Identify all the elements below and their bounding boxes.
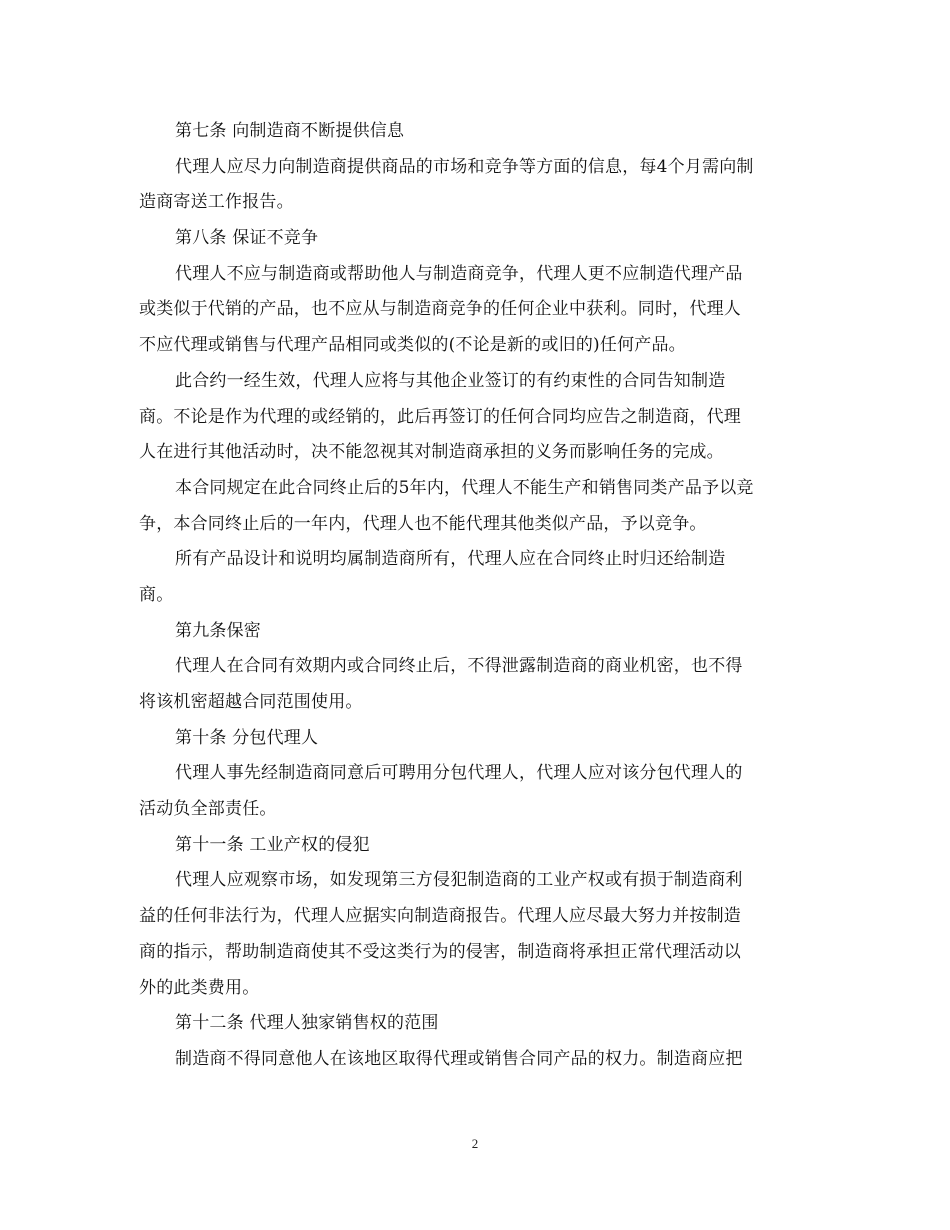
paragraph-line: 造商寄送工作报告。 xyxy=(139,192,294,213)
paragraph-line: 此合约一经生效，代理人应将与其他企业签订的有约束性的合同告知制造 xyxy=(175,370,726,391)
paragraph-line: 代理人应观察市场，如发现第三方侵犯制造商的工业产权或有损于制造商利 xyxy=(175,870,743,891)
paragraph-line: 不应代理或销售与代理产品相同或类似的(不论是新的或旧的)任何产品。 xyxy=(139,335,686,356)
paragraph-line: 或类似于代销的产品，也不应从与制造商竞争的任何企业中获利。同时，代理人 xyxy=(139,299,741,320)
paragraph-line: 将该机密超越合同范围使用。 xyxy=(139,692,363,712)
paragraph-line: 外的此类费用。 xyxy=(139,977,260,998)
article-7-heading: 第七条 向制造商不断提供信息 xyxy=(175,121,405,141)
article-8-heading: 第八条 保证不竞争 xyxy=(175,228,319,249)
article-9-heading: 第九条保密 xyxy=(175,620,261,641)
article-12-heading: 第十二条 代理人独家销售权的范围 xyxy=(175,1013,439,1034)
paragraph-line: 活动负全部责任。 xyxy=(139,799,277,820)
paragraph-line: 商。不论是作为代理的或经销的，此后再签订的任何合同均应告之制造商，代理 xyxy=(139,406,741,427)
paragraph-line: 代理人应尽力向制造商提供商品的市场和竞争等方面的信息，每4个月需向制 xyxy=(175,156,754,177)
paragraph-line: 制造商不得同意他人在该地区取得代理或销售合同产品的权力。制造商应把 xyxy=(175,1048,743,1069)
paragraph-line: 代理人事先经制造商同意后可聘用分包代理人，代理人应对该分包代理人的 xyxy=(175,763,743,784)
paragraph-line: 人在进行其他活动时，决不能忽视其对制造商承担的义务而影响任务的完成。 xyxy=(139,442,724,463)
paragraph-line: 代理人在合同有效期内或合同终止后，不得泄露制造商的商业机密，也不得 xyxy=(175,656,743,677)
paragraph-line: 本合同规定在此合同终止后的5年内，代理人不能生产和销售同类产品予以竞 xyxy=(175,477,754,498)
document-body xyxy=(139,114,811,1078)
article-11-heading: 第十一条 工业产权的侵犯 xyxy=(175,834,370,855)
paragraph-line: 商。 xyxy=(139,584,174,605)
article-10-heading: 第十条 分包代理人 xyxy=(175,727,319,748)
paragraph-line: 所有产品设计和说明均属制造商所有，代理人应在合同终止时归还给制造 xyxy=(175,549,726,570)
paragraph-line: 商的指示，帮助制造商使其不受这类行为的侵害，制造商将承担正常代理活动以 xyxy=(139,941,741,962)
paragraph-line: 代理人不应与制造商或帮助他人与制造商竞争，代理人更不应制造代理产品 xyxy=(175,263,743,284)
paragraph-line: 争，本合同终止后的一年内，代理人也不能代理其他类似产品，予以竞争。 xyxy=(139,513,707,534)
paragraph-line: 益的任何非法行为，代理人应据实向制造商报告。代理人应尽最大努力并按制造 xyxy=(139,906,741,927)
page-number: 2 xyxy=(471,1136,479,1151)
